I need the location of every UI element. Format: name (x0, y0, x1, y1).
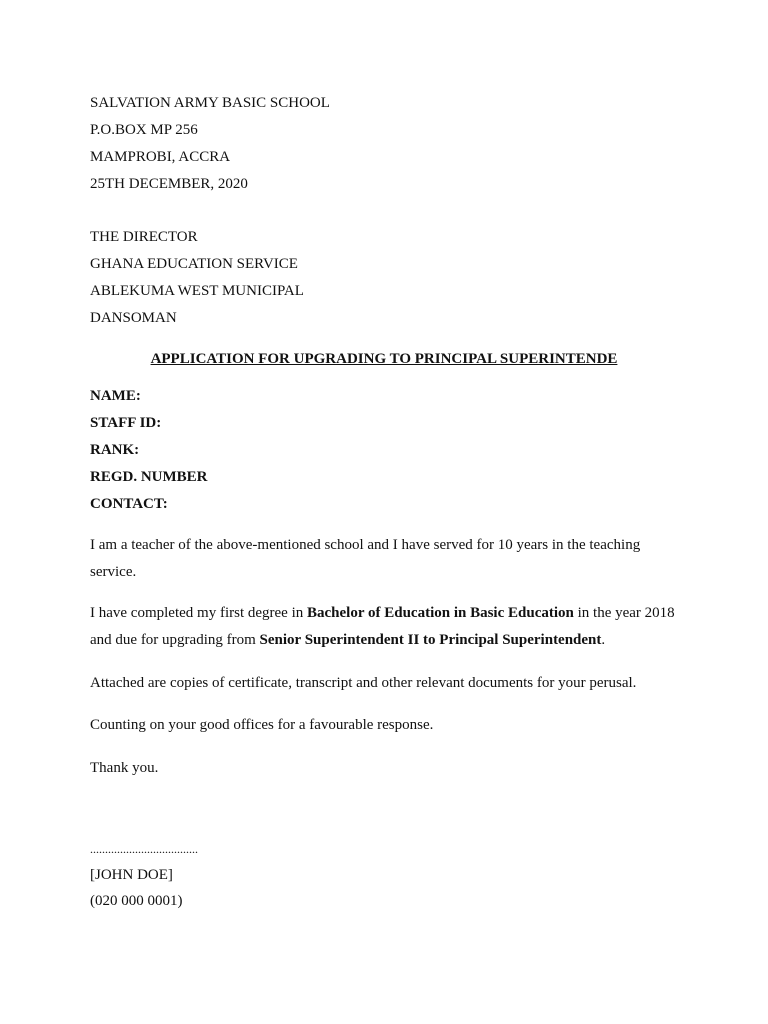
field-regd-number: REGD. NUMBER (90, 469, 208, 485)
body-paragraph-3: Attached are copies of certificate, transcript and other relevant documents for your perusal. (90, 675, 637, 691)
p2-text-a: I have completed my first degree in (90, 605, 308, 621)
body-paragraph-2 (90, 600, 690, 654)
field-staff-id: STAFF ID: (90, 415, 162, 431)
body-paragraph-1: I am a teacher of the above-mentioned school and I have served for 10 years in the teaching service. (90, 537, 641, 580)
sender-school: SALVATION ARMY BASIC SCHOOL (90, 95, 330, 111)
p2-upgrade: Senior Superintendent II to Principal Superintendent (259, 632, 602, 648)
recipient-line-1: THE DIRECTOR (90, 229, 198, 245)
signature-name: [JOHN DOE] (90, 867, 173, 883)
p2-text-c: in the year 2018 and due for upgrading from (90, 605, 675, 648)
p2-text-e: . (601, 632, 606, 648)
body-paragraph-4: Counting on your good offices for a favourable response. (90, 717, 434, 733)
letter-date: 25TH DECEMBER, 2020 (90, 176, 248, 192)
sender-location: MAMPROBI, ACCRA (90, 149, 231, 165)
signature-line: .................................... (90, 842, 198, 856)
body-paragraph-5: Thank you. (90, 760, 159, 776)
sender-box: P.O.BOX MP 256 (90, 122, 198, 138)
recipient-line-2: GHANA EDUCATION SERVICE (90, 256, 298, 272)
signature-phone: (020 000 0001) (90, 893, 183, 909)
letter-subject: APPLICATION FOR UPGRADING TO PRINCIPAL SUPERINTENDE (150, 351, 618, 367)
p2-degree: Bachelor of Education in Basic Education (307, 605, 574, 621)
field-name: NAME: (90, 388, 141, 404)
field-contact: CONTACT: (90, 496, 168, 512)
recipient-line-3: ABLEKUMA WEST MUNICIPAL (90, 283, 304, 299)
recipient-line-4: DANSOMAN (90, 310, 177, 326)
field-rank: RANK: (90, 442, 140, 458)
